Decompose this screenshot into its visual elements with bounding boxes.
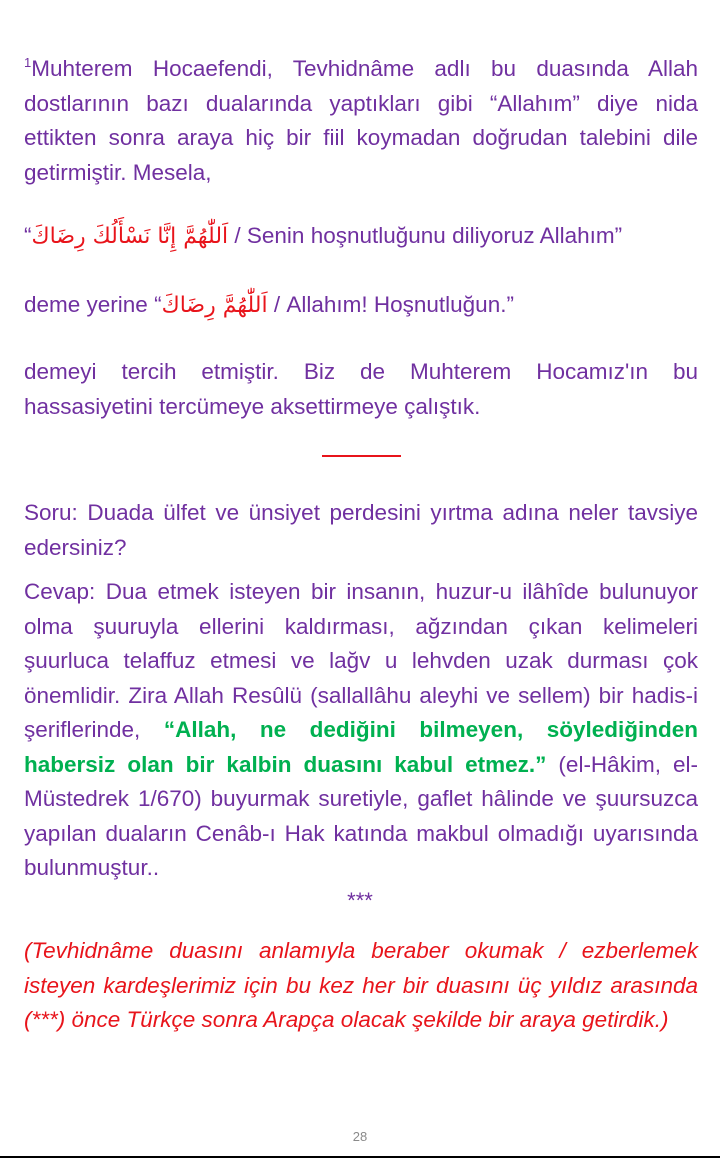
section-divider: [322, 455, 401, 457]
page-content: [24, 52, 698, 1032]
example-line-1: [24, 219, 698, 255]
footnote-marker: 1: [24, 55, 32, 70]
hadith-quote: “Allah, ne dediğini bilmeyen, söylediğinden habersiz olan bir kalbin duasını kabul etmez.”: [24, 717, 698, 777]
example-line-2: [24, 288, 698, 324]
example1-arabic: اَللّٰهُمَّ إِنَّا نَسْأَلُكَ رِضَاكَ: [31, 224, 229, 249]
separator-stars: ***: [347, 888, 373, 913]
example2-translation: / Allahım! Hoşnutluğun.”: [267, 291, 514, 317]
answer-paragraph: [24, 575, 698, 886]
example2-arabic: اَللّٰهُمَّ رِضَاكَ: [161, 292, 268, 318]
page-number: 28: [352, 1129, 368, 1144]
question-paragraph: Soru: Duada ülfet ve ünsiyet perdesini yırtma adına neler tavsiye edersiniz?: [24, 500, 698, 560]
answer-part-2: (el-Hâkim, el-Müstedrek 1/670) buyurmak suretiyle, gaflet hâlinde ve şuursuzca yapılan duaların Cenâb-ı Hak katında makbul olmadığı uyarısında bulunmuştur..: [24, 751, 698, 880]
bottom-rule: [0, 1156, 720, 1158]
conclusion-paragraph: demeyi tercih etmiştir. Biz de Muhterem Hocamız'ın bu hassasiyetini tercümeye aksettirmeye çalıştık.: [24, 359, 698, 419]
footnote-text: Muhterem Hocaefendi, Tevhidnâme adlı bu duasında Allah dostlarının bazı dualarında yaptıkları gibi “Allahım” diye nida ettikten sonra araya hiç bir fiil koymadan doğrudan talebini dile getirmiştir. Mesela,: [24, 56, 698, 185]
answer-part-1: Cevap: Dua etmek isteyen bir insanın, huzur-u ilâhîde bulunuyor olma şuuruyla ellerini kaldırması, ağzından çıkan kelimeleri şuurluca telaffuz etmesi ve lağv u lehvden uzak durması çok önemlidir. Zira Allah Resûlü (sallallâhu aleyhi ve sellem) bir hadis-i şeriflerinde,: [24, 579, 698, 742]
example1-open-quote: “: [24, 223, 32, 248]
footnote-paragraph: [24, 52, 698, 190]
example2-prefix: deme yerine “: [24, 291, 162, 317]
note-paragraph: (Tevhidnâme duasını anlamıyla beraber okumak / ezberlemek isteyen kardeşlerimiz için bu kez her bir duasını üç yıldız arasında (***) önce Türkçe sonra Arapça olacak şekilde bir araya getirdik.): [24, 938, 698, 1032]
example1-translation: / Senin hoşnutluğunu diliyoruz Allahım”: [228, 223, 623, 248]
